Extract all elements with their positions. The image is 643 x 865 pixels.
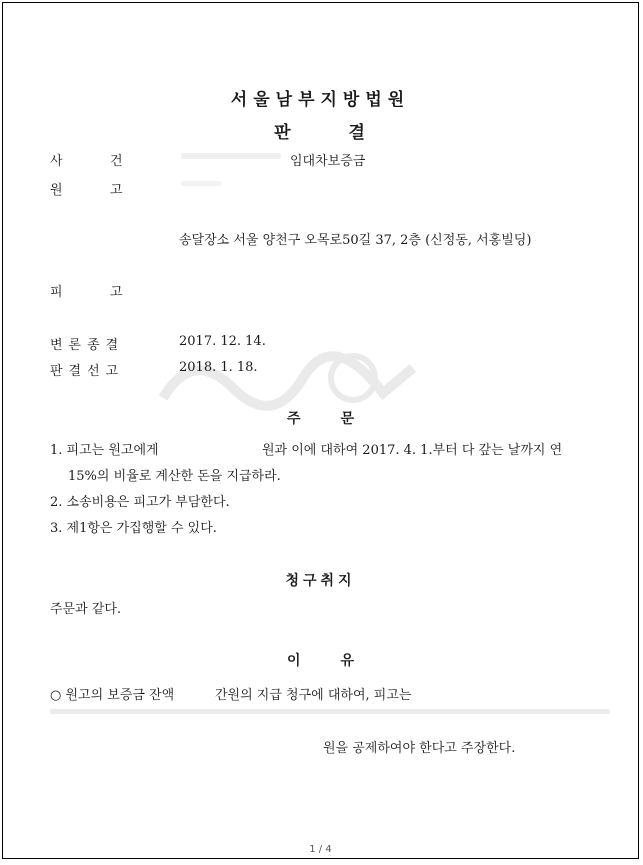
document-title-right: 결 <box>348 123 367 143</box>
ruling-date-label: 판결선고 <box>50 364 125 379</box>
reasons-heading-right: 유 <box>340 653 355 669</box>
document-title-left: 판 <box>274 123 293 143</box>
reasons-line1-suffix: 간원의 지급 청구에 대하여, 피고는 <box>215 688 412 703</box>
judgment-heading <box>3 408 638 428</box>
document-title <box>3 118 638 143</box>
defendant-label-right: 고 <box>110 285 123 300</box>
reasons-line3: 원을 공제하여야 한다고 주장한다. <box>323 741 516 756</box>
judgment-heading-left: 주 <box>286 411 301 427</box>
ruling-date-value: 2018. 1. 18. <box>179 360 258 375</box>
claim-text: 주문과 같다. <box>50 602 122 617</box>
redacted-case-number <box>181 153 281 159</box>
judgment-heading-right: 문 <box>340 411 355 427</box>
judgment-page <box>2 2 639 859</box>
reasons-line1-prefix: ○ 원고의 보증금 잔액 <box>50 688 175 703</box>
defendant-label-left: 피 <box>50 285 63 300</box>
plaintiff-label-right: 고 <box>110 183 123 198</box>
redacted-reasons-line <box>50 709 610 714</box>
judgment-item1-continued: 15%의 비율로 계산한 돈을 지급하라. <box>68 469 281 484</box>
case-label-left: 사 <box>50 154 63 169</box>
plaintiff-label-left: 원 <box>50 183 63 198</box>
judgment-item1-prefix: 1. 피고는 원고에게 <box>50 443 159 458</box>
plaintiff-service-address: 송달장소 서울 양천구 오목로50길 37, 2층 (신정동, 서홍빌딩) <box>179 233 532 248</box>
reasons-heading <box>3 650 638 670</box>
judgment-item3: 3. 제1항은 가집행할 수 있다. <box>50 521 217 536</box>
redacted-plaintiff-name <box>181 181 221 186</box>
judgment-item2: 2. 소송비용은 피고가 부담한다. <box>50 495 230 510</box>
closing-date-value: 2017. 12. 14. <box>179 334 266 349</box>
court-name: 서울남부지방법원 <box>230 90 411 110</box>
case-value: 임대차보증금 <box>290 154 366 169</box>
case-label-right: 건 <box>110 154 123 169</box>
reasons-heading-left: 이 <box>286 653 301 669</box>
page-indicator: 1 / 4 <box>309 844 332 855</box>
judgment-item1-suffix: 원과 이에 대하여 2017. 4. 1.부터 다 갚는 날까지 연 <box>262 443 563 458</box>
claim-heading: 청구취지 <box>285 573 356 589</box>
closing-date-label: 변론종결 <box>50 338 125 353</box>
